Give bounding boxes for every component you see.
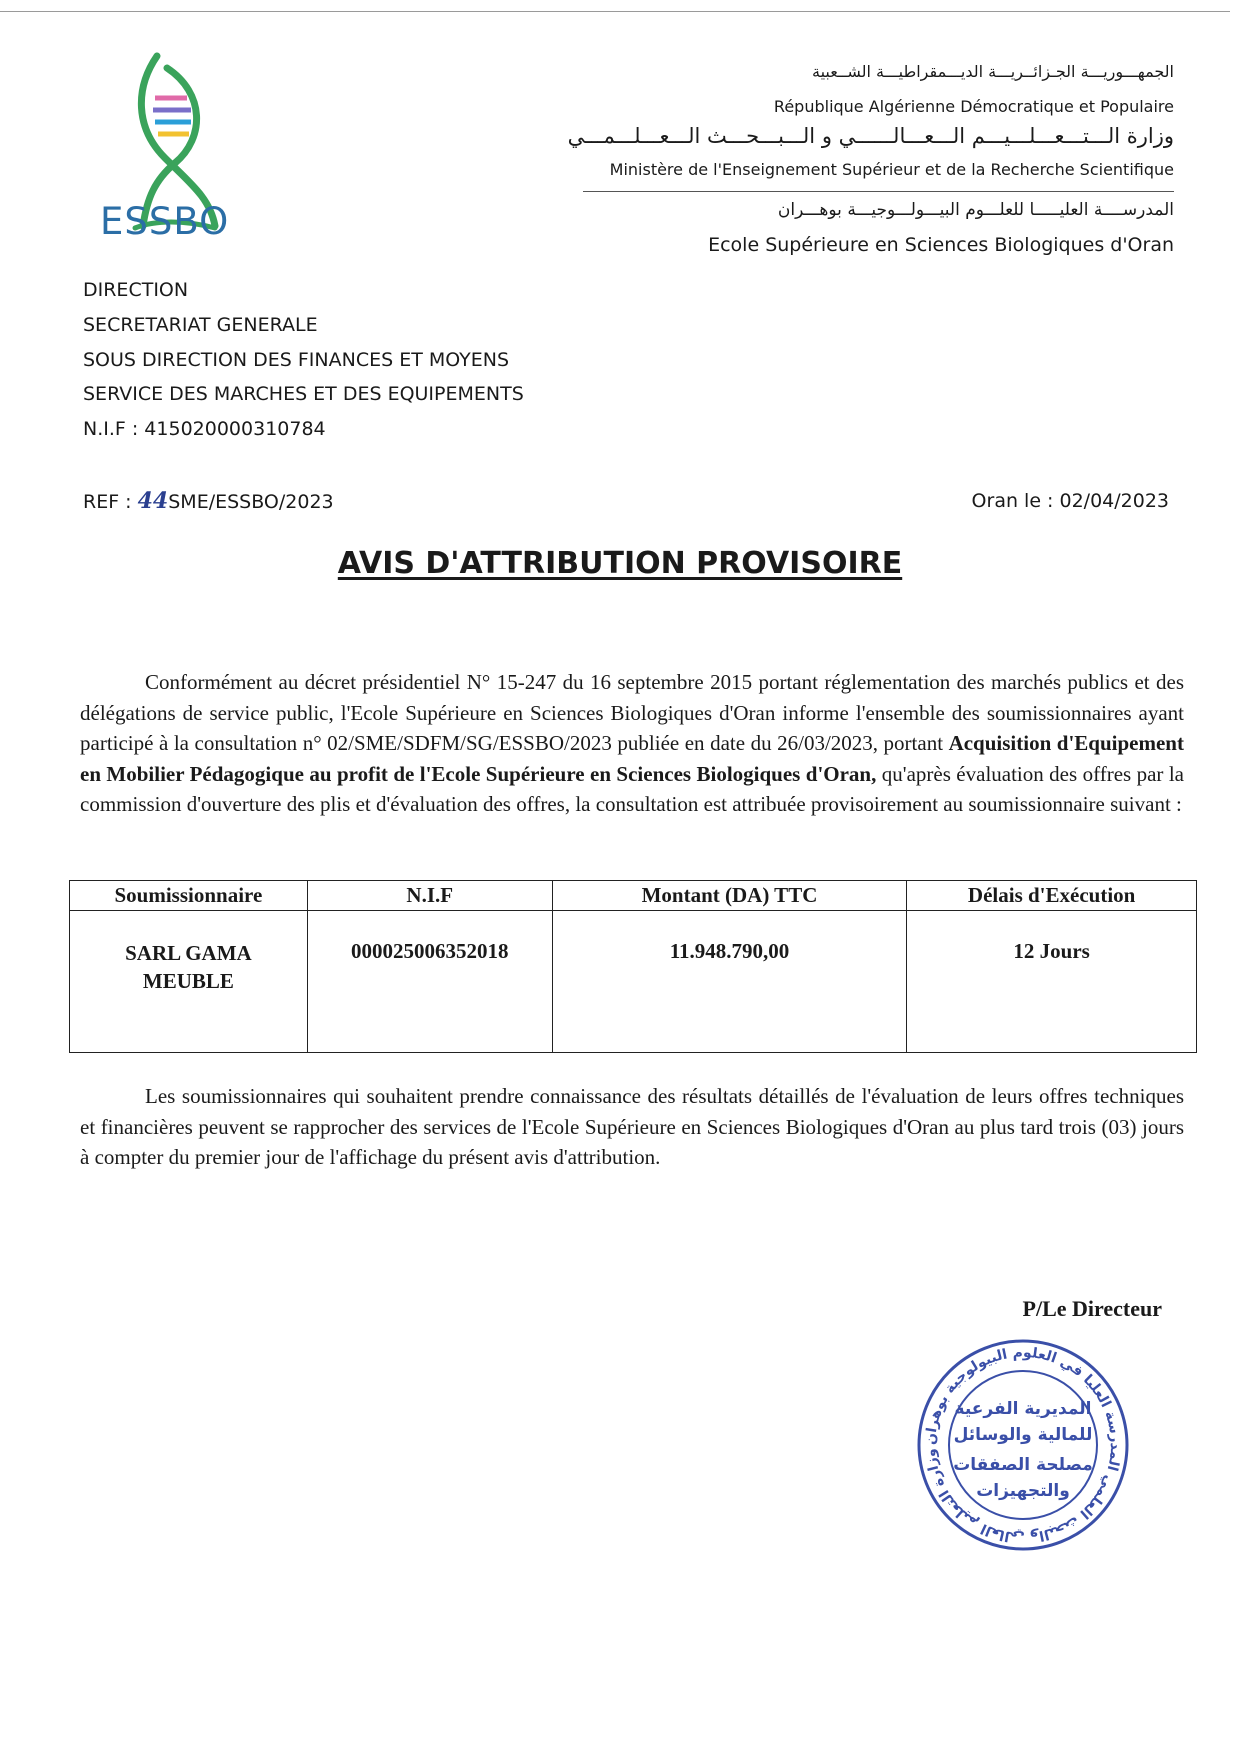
service-line: SECRETARIAT GENERALE (83, 314, 318, 336)
header-school-french: Ecole Supérieure en Sciences Biologiques d'Oran (708, 234, 1174, 256)
table-row (70, 911, 1197, 1053)
cell-montant: 11.948.790,00 (552, 911, 907, 1053)
nif-line: N.I.F : 415020000310784 (83, 418, 326, 440)
reference-prefix: REF : (83, 491, 138, 513)
cell-nif: 000025006352018 (307, 911, 552, 1053)
header-school-arabic: المدرســــة العليـــــا للعلـــوم البيـــولـــوجيـــة بوهـــران (777, 200, 1174, 220)
header-ministry-french: Ministère de l'Enseignement Supérieur et de la Recherche Scientifique (609, 160, 1174, 179)
stamp-line: المديرية الفرعية (954, 1399, 1092, 1419)
closing-text: Les soumissionnaires qui souhaitent prendre connaissance des résultats détaillés de l'évaluation de leurs offres techniques et financières peuvent se rapprocher des services de l'Ecole Supérieure en Sciences Biologiques d'Oran au plus tard trois (03) jours à compter du premier jour de l'affichage du présent avis d'attribution. (80, 1084, 1184, 1169)
table-header: Soumissionnaire (70, 881, 308, 911)
signatory: P/Le Directeur (1022, 1296, 1162, 1321)
stamp-line: مصلحة الصفقات (953, 1455, 1093, 1475)
soumissionnaire-name: SARL GAMA MEUBLE (125, 941, 252, 993)
header-republic-arabic: الجمهـــوريـــة الجـزائــريـــة الديـــمقراطيـــة الشــعبية (811, 62, 1174, 81)
stamp-line: للمالية والوسائل (953, 1425, 1093, 1445)
header-ministry-arabic: وزارة الـــتـــعـــلـــيـــم الـــعـــالــــــي و الـــبـــحـــث الـــعـــلـــمـــي (567, 124, 1174, 148)
cell-delais: 12 Jours (907, 911, 1197, 1053)
table-header: N.I.F (307, 881, 552, 911)
header-republic-french: République Algérienne Démocratique et Populaire (773, 97, 1174, 116)
intro-text-part2: qu'après évaluation des offres par la commission d'ouverture des plis et d'évaluation des offres, la consultation est attribuée provisoirement au soumissionnaire suivant : (80, 761, 1184, 816)
stamp-line: والتجهيزات (976, 1481, 1070, 1501)
logo-text: ESSBO (100, 200, 230, 243)
closing-paragraph (80, 1081, 1184, 1173)
service-line: SOUS DIRECTION DES FINANCES ET MOYENS (83, 349, 510, 371)
intro-text-part1: Conformément au décret présidentiel N° 15-247 du 16 septembre 2015 portant réglementation des marchés publics et des délégations de service public, l'Ecole Supérieure en Sciences Biologiques d'Oran informe l'ensemble des soumissionnaires ayant participé à la consultation n° 02/SME/SDFM/SG/ESSBO/2023 publiée en date du 26/03/2023, portant (80, 670, 1184, 755)
service-line: SERVICE DES MARCHES ET DES EQUIPEMENTS (83, 383, 524, 405)
table-header: Délais d'Exécution (907, 881, 1197, 911)
intro-text-bold: Acquisition d'Equipement en Mobilier Pédagogique au profit de l'Ecole Supérieure en Sciences Biologiques d'Oran, (80, 731, 1184, 786)
header-divider (583, 191, 1174, 192)
table-header-row (70, 881, 1197, 911)
intro-paragraph (80, 667, 1184, 820)
service-line: DIRECTION (83, 279, 189, 301)
document-date: Oran le : 02/04/2023 (971, 490, 1169, 512)
award-table (69, 880, 1197, 1053)
reference (83, 488, 334, 514)
official-stamp-icon (914, 1336, 1132, 1554)
document-title: AVIS D'ATTRIBUTION PROVISOIRE (337, 546, 903, 581)
reference-suffix: SME/ESSBO/2023 (168, 491, 334, 513)
top-border-line (0, 11, 1230, 12)
stamp-ring-text: وزارة التعليم العالي والبحث العلمي المدرسة العليا في العلوم البيولوجية بوهران (922, 1344, 1124, 1546)
cell-soumissionnaire (70, 911, 308, 1053)
table-header: Montant (DA) TTC (552, 881, 907, 911)
reference-handwritten-number: 44 (137, 488, 169, 514)
